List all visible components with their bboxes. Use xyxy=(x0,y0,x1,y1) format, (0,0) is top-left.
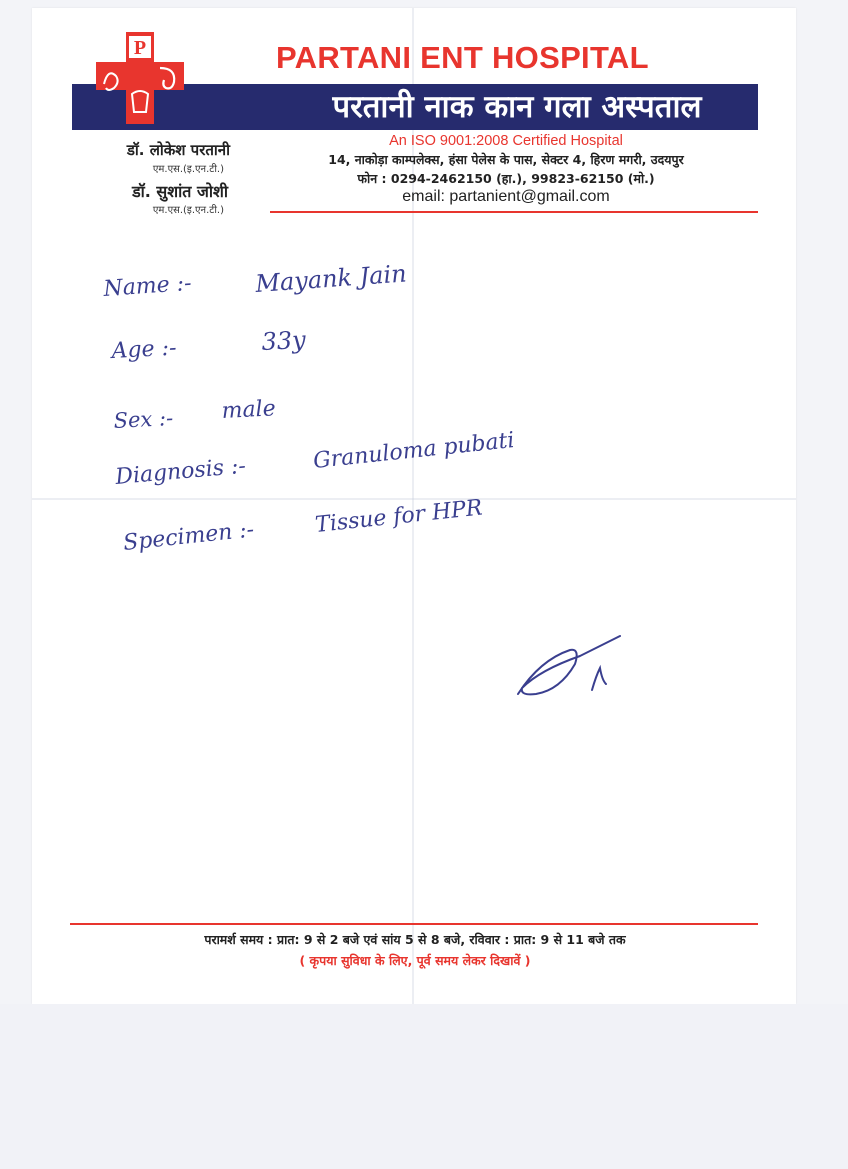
hospital-address: 14, नाकोड़ा काम्पलेक्स, हंसा पेलेस के पास, सेक्टर 4, हिरण मगरी, उदयपुर xyxy=(328,152,684,167)
hospital-email: email: partanient@gmail.com xyxy=(402,188,610,205)
appointment-note: ( कृपया सुविधा के लिए, पूर्व समय लेकर दिखावें ) xyxy=(299,953,531,968)
field-label-diagnosis: Diagnosis :- xyxy=(114,453,247,490)
field-value-age: 33y xyxy=(260,325,307,356)
field-value-sex: male xyxy=(221,396,277,424)
signature-label: signature xyxy=(0,0,5,1)
doctor-name-2: डॉ. सुशांत जोशी xyxy=(132,182,228,201)
field-value-name: Mayank Jain xyxy=(254,259,408,298)
doctor-signature xyxy=(518,636,620,694)
doctor-degree-2: एम.एस.(इ.एन.टी.) xyxy=(152,205,224,216)
hospital-name-hindi: परतानी नाक कान गला अस्पताल xyxy=(332,89,702,125)
field-label-name: Name :- xyxy=(102,270,193,302)
svg-text:P: P xyxy=(133,37,147,59)
consultation-timing: परामर्श समय : प्रात: 9 से 2 बजे एवं सांय 5 से 8 बजे, रविवार : प्रात: 9 से 11 बजे तक xyxy=(204,932,626,947)
hospital-name-english: PARTANI ENT HOSPITAL xyxy=(276,40,649,75)
footer-divider xyxy=(70,923,758,925)
field-value-specimen: Tissue for HPR xyxy=(314,495,484,538)
field-label-specimen: Specimen :- xyxy=(122,517,256,556)
hospital-phone: फोन : 0294-2462150 (हा.), 99823-62150 (मो.) xyxy=(357,171,655,186)
doctor-name-1: डॉ. लोकेश परतानी xyxy=(126,141,230,159)
doctor-degree-1: एम.एस.(इ.एन.टी.) xyxy=(152,164,224,175)
field-value-diagnosis: Granuloma pubati xyxy=(312,427,516,474)
field-label-sex: Sex :- xyxy=(113,405,174,433)
field-label-age: Age :- xyxy=(111,335,178,364)
iso-certification: An ISO 9001:2008 Certified Hospital xyxy=(389,133,623,149)
